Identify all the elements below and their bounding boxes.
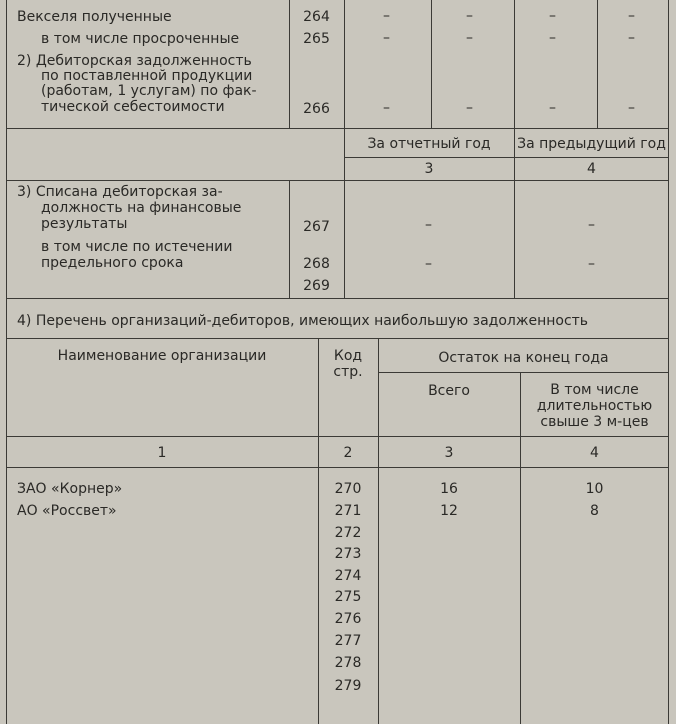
rule — [378, 372, 669, 373]
total-value: 12 — [440, 503, 458, 519]
row-label: в том числе по истечении — [41, 239, 233, 255]
row-label: в том числе просроченные — [41, 31, 240, 47]
rule — [6, 436, 669, 437]
rule — [6, 180, 669, 181]
rule — [6, 128, 669, 129]
rule — [344, 180, 345, 298]
row-code: 272 — [334, 525, 362, 541]
header-code: Код — [333, 348, 363, 364]
header-long-term: свыше 3 м-цев — [540, 414, 649, 430]
empty-value-dash: – — [425, 217, 432, 233]
header-code: стр. — [333, 364, 363, 380]
empty-value-dash: – — [588, 217, 595, 233]
row-label: должность на финансовые — [41, 200, 242, 216]
header-organization-name: Наименование организации — [57, 348, 267, 364]
column-number: 4 — [590, 445, 599, 461]
row-code: 264 — [303, 9, 330, 25]
rule — [6, 338, 669, 339]
row-code: 274 — [334, 568, 362, 584]
header-reporting-year: За отчетный год — [367, 136, 491, 152]
row-code: 268 — [303, 256, 330, 272]
row-label: 3) Списана дебиторская за- — [17, 184, 223, 200]
column-number: 3 — [444, 445, 454, 461]
row-code: 275 — [334, 589, 362, 605]
rule — [6, 467, 669, 468]
column-number: 2 — [343, 445, 353, 461]
header-long-term: В том числе — [550, 382, 639, 398]
row-label: (работам, 1 услугам) по фак- — [41, 83, 257, 99]
empty-value-dash: – — [383, 30, 390, 46]
rule — [514, 0, 515, 128]
empty-value-dash: – — [549, 30, 556, 46]
row-label: по поставленной продукции — [41, 68, 253, 84]
organization-name: ЗАО «Корнер» — [17, 481, 123, 497]
empty-value-dash: – — [549, 100, 556, 116]
header-balance-end-of-year: Остаток на конец года — [438, 350, 609, 366]
header-long-term: длительностью — [536, 398, 653, 414]
row-code: 265 — [303, 31, 330, 47]
row-code: 269 — [303, 278, 330, 294]
row-code: 279 — [334, 678, 362, 694]
empty-value-dash: – — [383, 100, 390, 116]
row-label: 2) Дебиторская задолженность — [17, 53, 252, 69]
row-code: 270 — [334, 481, 362, 497]
empty-value-dash: – — [383, 8, 390, 24]
long-term-value: 8 — [590, 503, 599, 519]
section-title: 4) Перечень организаций-дебиторов, имеющих наибольшую задолженность — [17, 313, 589, 329]
column-number: 3 — [424, 161, 434, 177]
row-label: тической себестоимости — [41, 99, 225, 115]
organization-name: АО «Россвет» — [17, 503, 117, 519]
column-number: 4 — [587, 161, 596, 177]
empty-value-dash: – — [425, 256, 432, 272]
column-number: 1 — [157, 445, 167, 461]
empty-value-dash: – — [466, 30, 473, 46]
empty-value-dash: – — [628, 8, 635, 24]
empty-value-dash: – — [628, 100, 635, 116]
row-label: Векселя полученные — [17, 9, 172, 25]
row-code: 266 — [303, 101, 330, 117]
row-code: 273 — [334, 546, 362, 562]
row-code: 267 — [303, 219, 330, 235]
rule — [6, 298, 669, 299]
row-code: 276 — [334, 611, 362, 627]
rule — [344, 0, 345, 128]
row-code: 277 — [334, 633, 362, 649]
row-code: 278 — [334, 655, 362, 671]
empty-value-dash: – — [466, 100, 473, 116]
empty-value-dash: – — [628, 30, 635, 46]
empty-value-dash: – — [549, 8, 556, 24]
rule — [344, 157, 669, 158]
rule — [514, 128, 515, 298]
rule — [431, 0, 432, 128]
long-term-value: 10 — [585, 481, 604, 497]
rule — [597, 0, 598, 128]
row-code: 271 — [334, 503, 362, 519]
total-value: 16 — [440, 481, 458, 497]
row-label: предельного срока — [41, 255, 184, 271]
row-label: результаты — [41, 216, 128, 232]
empty-value-dash: – — [466, 8, 473, 24]
empty-value-dash: – — [588, 256, 595, 272]
header-previous-year: За предыдущий год — [517, 136, 666, 152]
header-total: Всего — [428, 383, 470, 399]
